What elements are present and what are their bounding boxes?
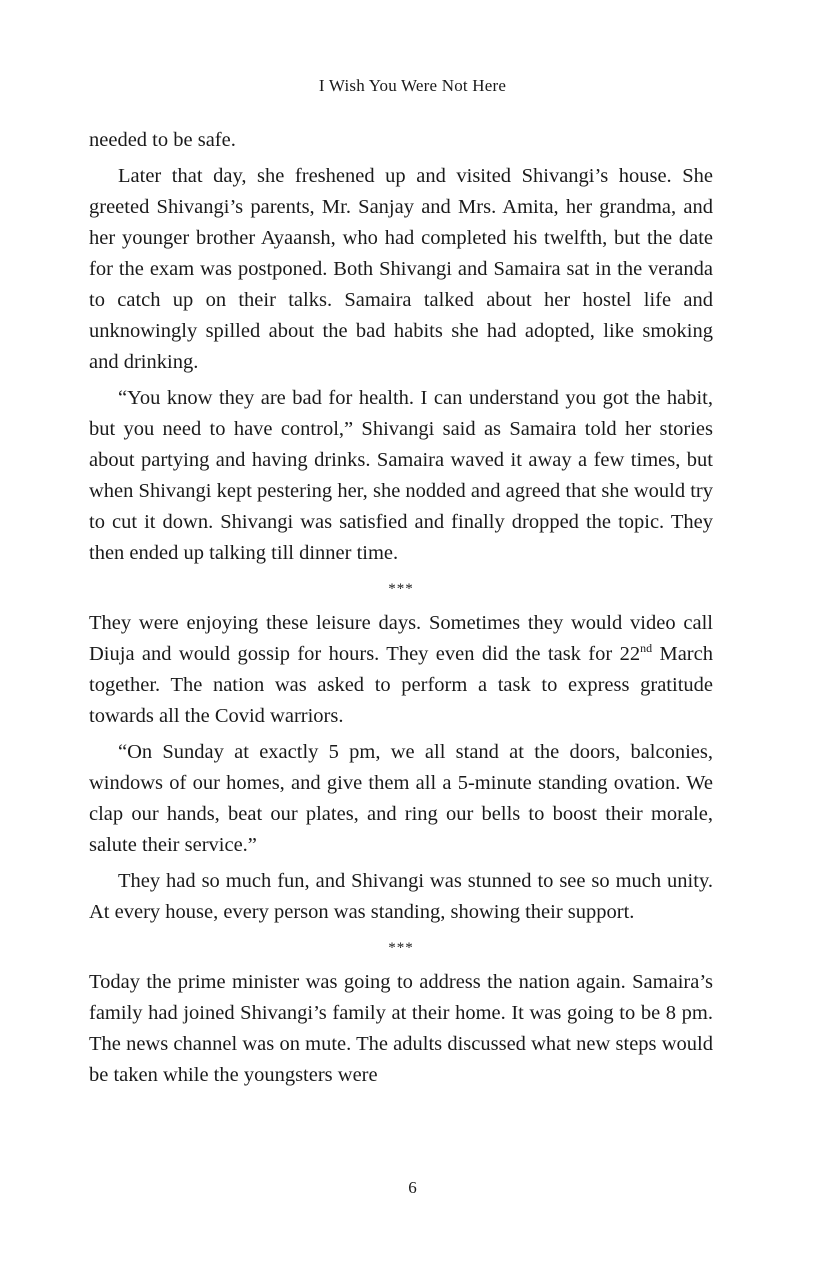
running-header-title: I Wish You Were Not Here [318, 76, 507, 95]
page-number: 6 [408, 1178, 417, 1197]
paragraph-text: March together. The nation was asked to perform a task to express gratitude towards all the Covid warriors. [89, 643, 713, 727]
paragraph: They had so much fun, and Shivangi was stunned to see so much unity. At every house, every person was standing, showing their support. [89, 870, 713, 923]
scene-break: *** [388, 581, 414, 597]
paragraph: Later that day, she freshened up and visited Shivangi’s house. She greeted Shivangi’s parents, Mr. Sanjay and Mrs. Amita, her grandma, and her younger brother Ayaansh, who had completed his twelfth, but the date for the exam was postponed. Both Shivangi and Samaira sat in the veranda to catch up on their talks. Samaira talked about her hostel life and unknowingly spilled about the bad habits she had adopted, like smoking and drinking. [89, 165, 713, 373]
paragraph: “On Sunday at exactly 5 pm, we all stand at the doors, balconies, windows of our homes, and give them all a 5-minute standing ovation. We clap our hands, beat our plates, and ring our bells to boost their morale, salute their service.” [89, 741, 713, 856]
paragraph-flush [89, 608, 713, 732]
body-text [89, 125, 713, 1096]
paragraph-flush: Today the prime minister was going to address the nation again. Samaira’s family had joined Shivangi’s family at their home. It was going to be 8 pm. The news channel was on mute. The adults discussed what new steps would be taken while the youngsters were [89, 971, 713, 1086]
paragraph: “You know they are bad for health. I can understand you got the habit, but you need to have control,” Shivangi said as Samaira told her stories about partying and having drinks. Samaira waved it away a few times, but when Shivangi kept pestering her, she nodded and agreed that she would try to cut it down. Shivangi was satisfied and finally dropped the topic. They then ended up talking till dinner time. [89, 387, 713, 564]
paragraph-text: They were enjoying these leisure days. Sometimes they would video call Diuja and would gossip for hours. They even did the task for 22 [89, 612, 713, 665]
scene-break: *** [388, 940, 414, 956]
paragraph-continued: needed to be safe. [89, 129, 236, 151]
ordinal-superscript: nd [640, 641, 653, 656]
